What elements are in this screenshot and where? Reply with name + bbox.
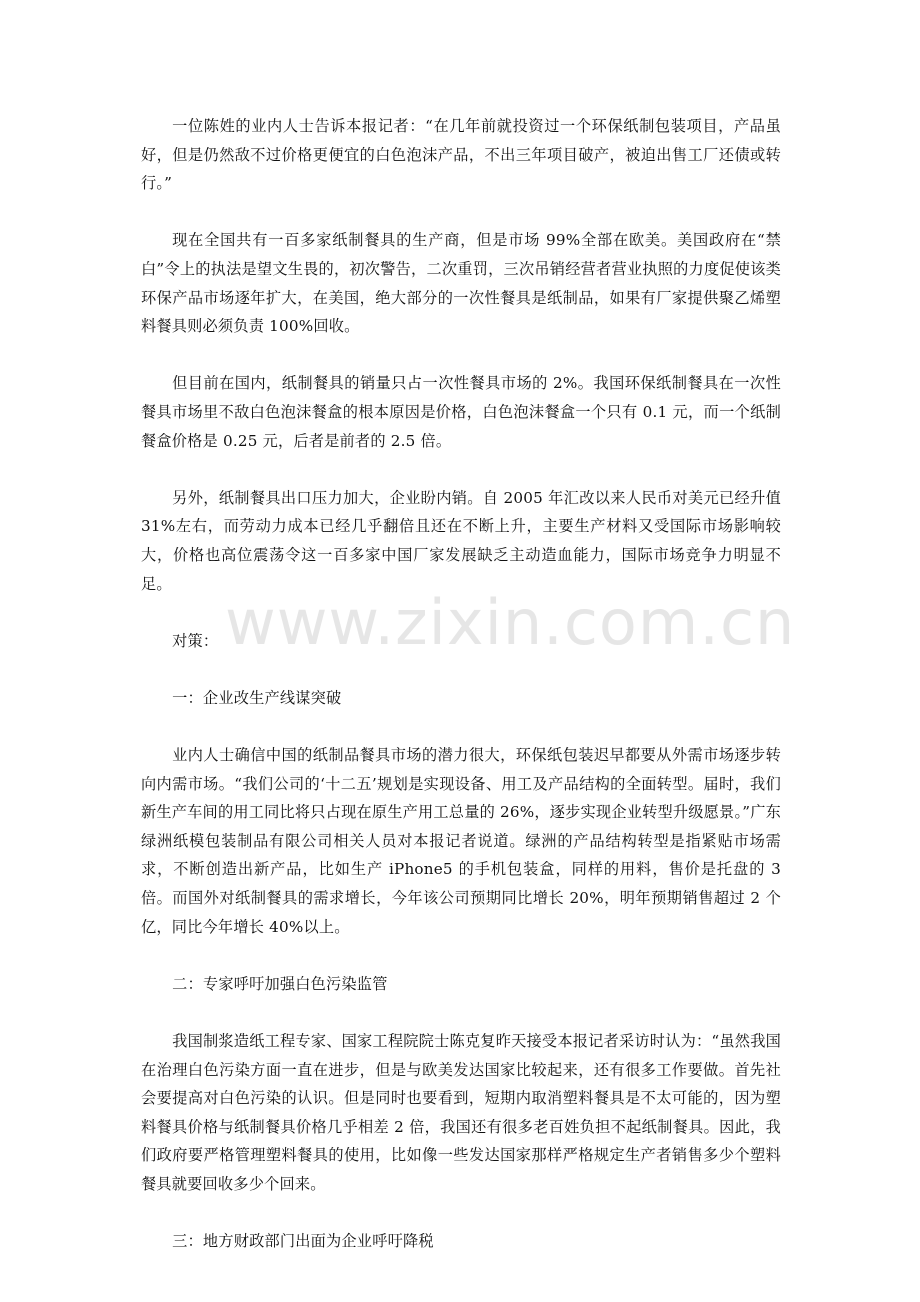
paragraph-company-transformation: 业内人士确信中国的纸制品餐具市场的潜力很大，环保纸包装迟早都要从外需市场逐步转向内需市场。“我们公司的‘十二五’规划是实现设备、用工及产品结构的全面转型。届时，我们新生产车间的用工同比将只占现在原生产用工总量的 26%，逐步实现企业转型升级愿景。”广东绿洲纸模包装制品有限公司相关人员对本报记者说道。绿洲的产品结构转型是指紧贴市场需求，不断创造出新产品，比如生产 iPhone5 的手机包装盒，同样的用料，售价是托盘的 3 倍。而国外对纸制餐具的需求增长，今年该公司预期同比增长 20%，明年预期销售超过 2 个亿，同比今年增长 40%以上。	[141, 746, 781, 936]
heading-section-one: 一：企业改生产线谋突破	[172, 688, 342, 707]
paragraph-industry-quote: 一位陈姓的业内人士告诉本报记者：“在几年前就投资过一个环保纸制包装项目，产品虽好，但是仍然敌不过价格更便宜的白色泡沫产品，不出三年项目破产，被迫出售工厂还债或转行。”	[141, 117, 781, 193]
paragraph-us-market: 现在全国共有一百多家纸制餐具的生产商，但是市场 99%全部在欧美。美国政府在“禁白”令上的执法是望文生畏的，初次警告，二次重罚，三次吊销经营者营业执照的力度促使该类环保产品市场逐年扩大，在美国，绝大部分的一次性餐具是纸制品，如果有厂家提供聚乙烯塑料餐具则必须负责 100%回收。	[141, 231, 781, 336]
paragraph-export-pressure: 另外，纸制餐具出口压力加大，企业盼内销。自 2005 年汇改以来人民币对美元已经升值 31%左右，而劳动力成本已经几乎翻倍且还在不断上升，主要生产材料又受国际市场影响较大，价格也高位震荡令这一百多家中国厂家发展缺乏主动造血能力，国际市场竞争力明显不足。	[141, 488, 781, 593]
paragraph-domestic-price: 但目前在国内，纸制餐具的销量只占一次性餐具市场的 2%。我国环保纸制餐具在一次性餐具市场里不敌白色泡沫餐盒的根本原因是价格，白色泡沫餐盒一个只有 0.1 元，而一个纸制餐盒价格是 0.25 元，后者是前者的 2.5 倍。	[141, 374, 781, 450]
heading-countermeasures: 对策：	[172, 631, 219, 650]
heading-section-two: 二：专家呼吁加强白色污染监管	[172, 974, 388, 993]
watermark-text: www.zixin.com.cn	[225, 586, 796, 659]
document-body	[141, 112, 781, 1284]
paragraph-expert-opinion: 我国制浆造纸工程专家、国家工程院院士陈克复昨天接受本报记者采访时认为：“虽然我国在治理白色污染方面一直在进步，但是与欧美发达国家比较起来，还有很多工作要做。首先社会要提高对白色污染的认识。但是同时也要看到，短期内取消塑料餐具是不太可能的，因为塑料餐具价格与纸制餐具价格几乎相差 2 倍，我国还有很多老百姓负担不起纸制餐具。因此，我们政府要严格管理塑料餐具的使用，比如像一些发达国家那样严格规定生产者销售多少个塑料餐具就要回收多少个回来。	[141, 1032, 781, 1193]
heading-section-three: 三：地方财政部门出面为企业呼吁降税	[172, 1232, 434, 1251]
